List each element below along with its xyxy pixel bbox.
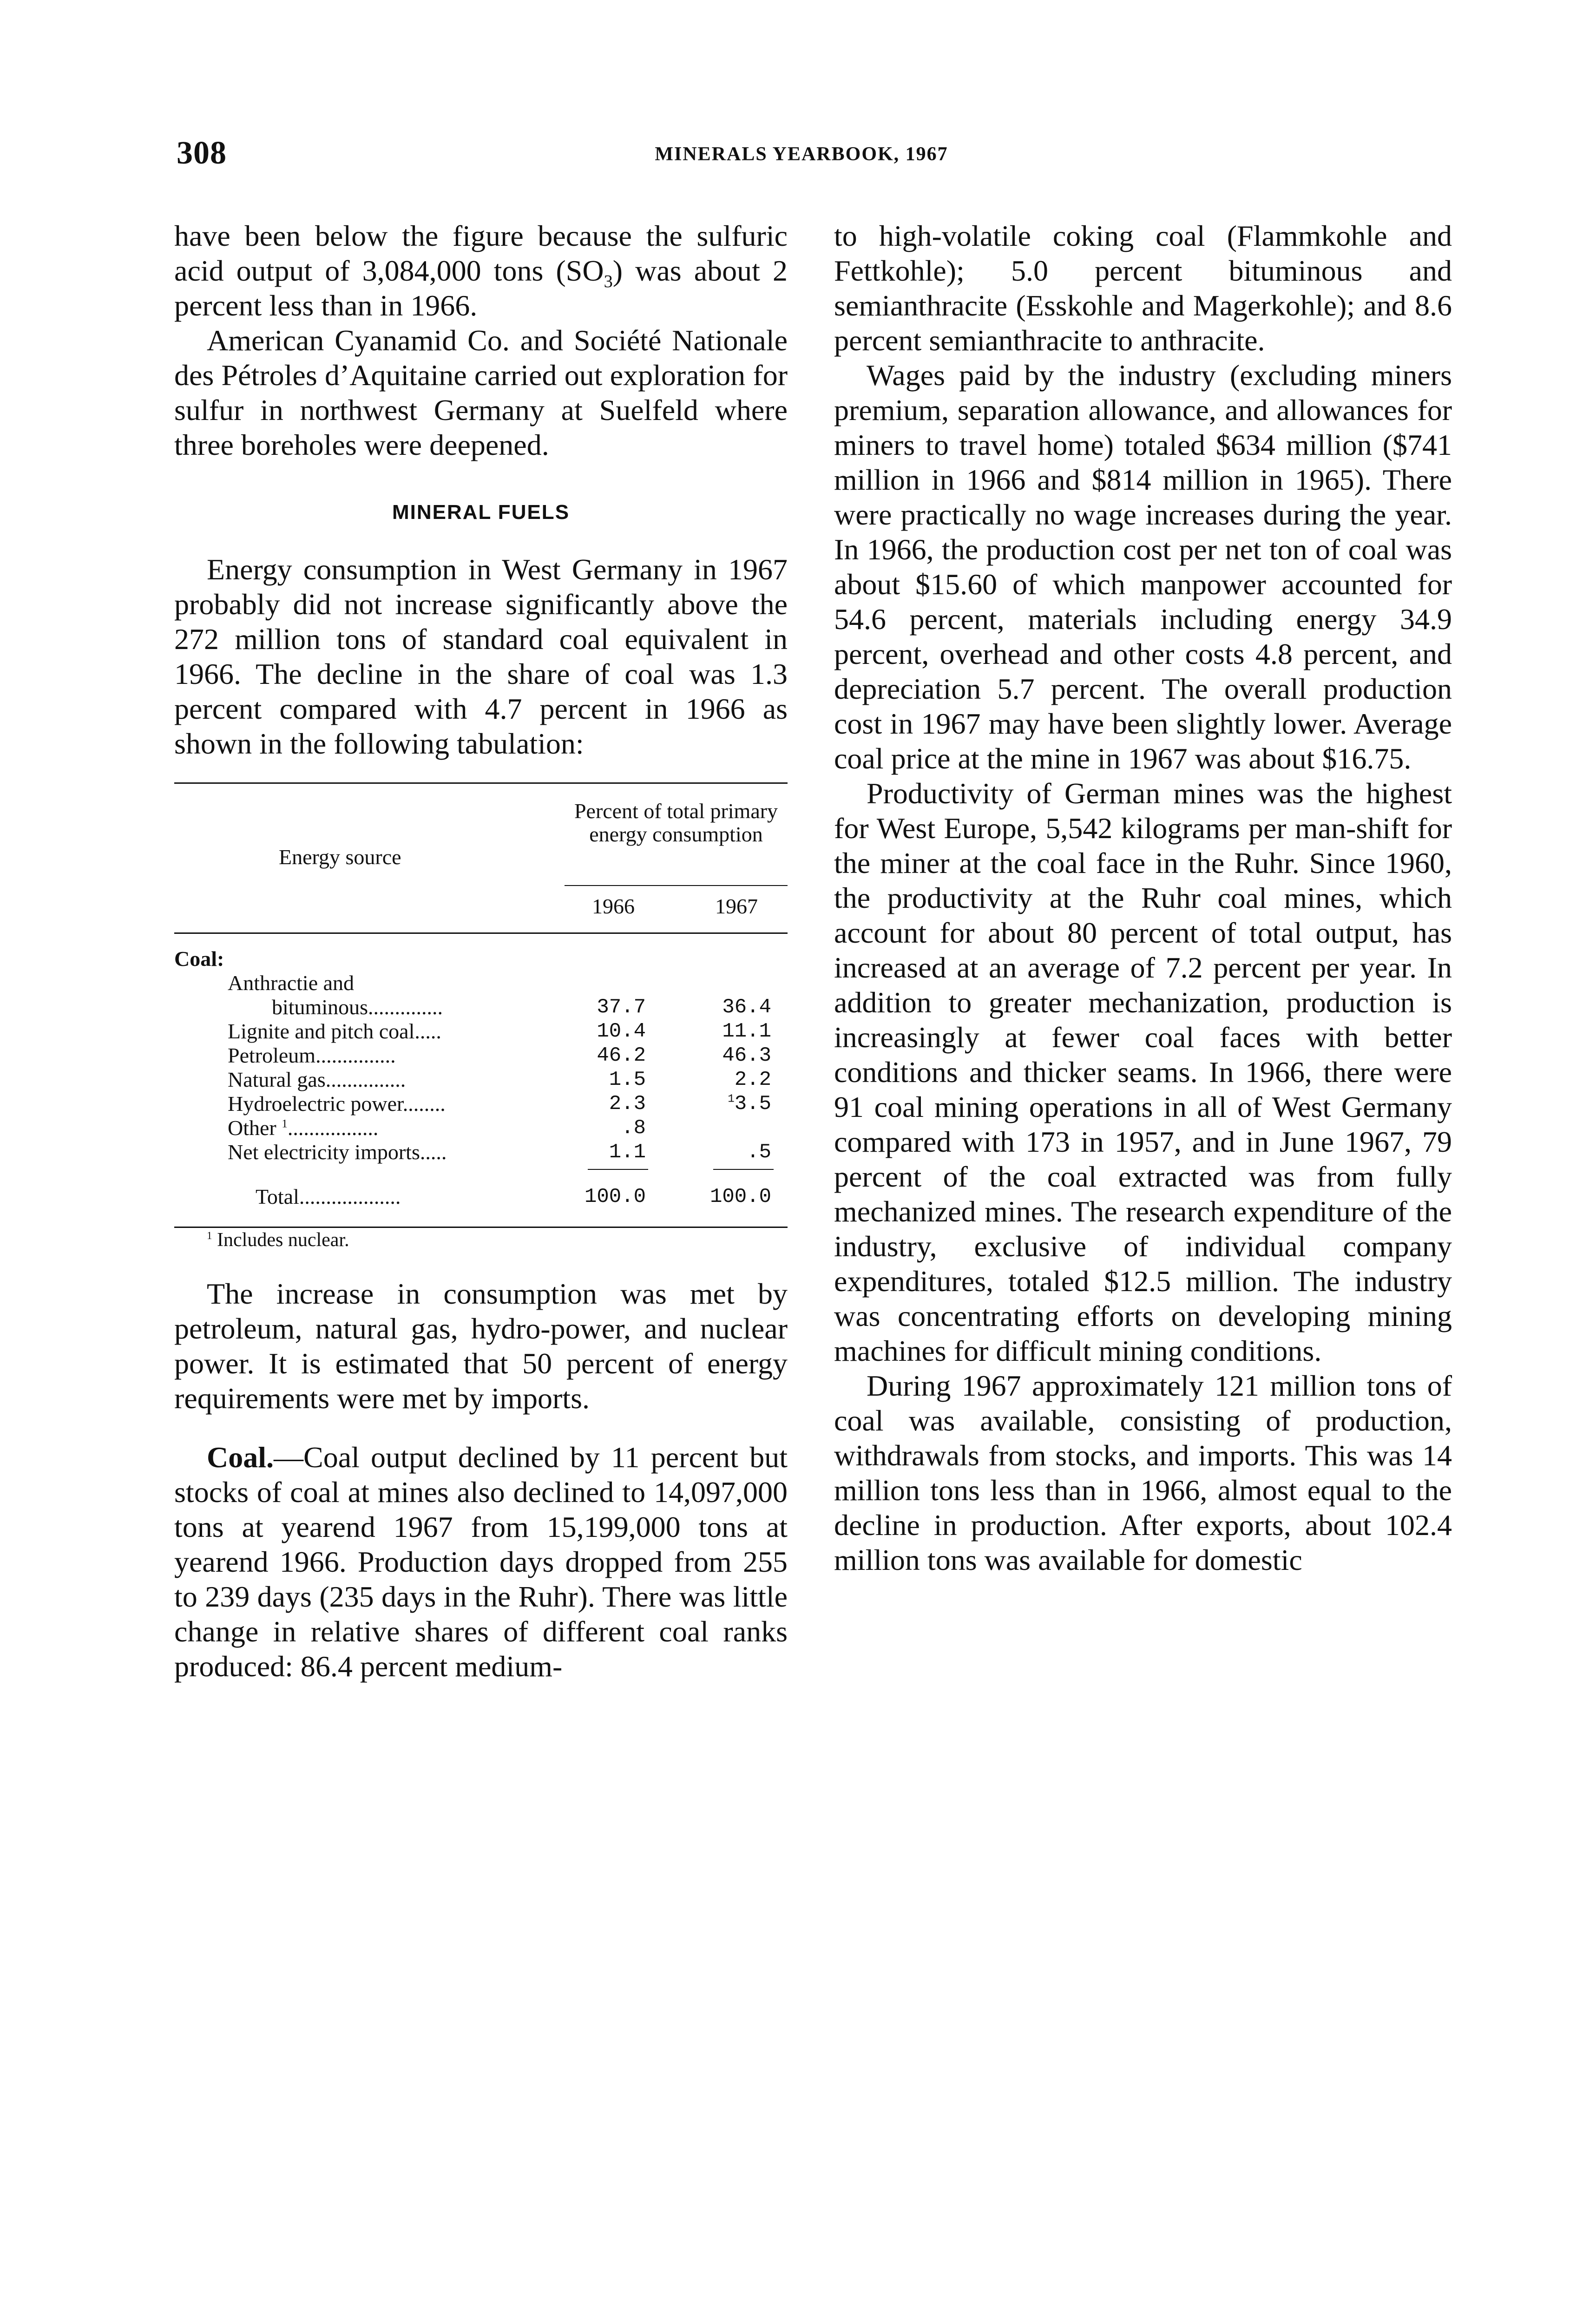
cell-1967: .5: [747, 1141, 771, 1164]
row-label: Hydroelectric power........: [228, 1092, 446, 1116]
paragraph-wages: Wages paid by the industry (excluding miners premium, separation allowance, and allowances for miners to travel home) totaled $634 million ($741 million in 1966 and $814 million in 1965). There were practically no wage increases during the year. In 1966, the production cost per net ton of coal was about $15.60 of which manpower accounted for 54.6 percent, materials including energy 34.9 percent, overhead and other costs 4.8 percent, and depreciation 5.7 percent. The overall production cost in 1967 may have been slightly lower. Average coal price at the mine in 1967 was about $16.75.: [834, 359, 1452, 775]
footnote-ref: 1: [282, 1117, 288, 1130]
row-label: Coal:: [174, 947, 224, 971]
paragraph-coal-ranks: to high-volatile coking coal (Flammkohle and Fettkohle); 5.0 percent bituminous and semianthracite (Esskohle and Magerkohle); and 8.6 percent semianthracite to anthracite.: [834, 219, 1452, 357]
cell-1967: 2.2: [734, 1068, 771, 1091]
table-row: [174, 1140, 788, 1164]
paragraph-consumption-increase: The increase in consumption was met by petroleum, natural gas, hydro-power, and nuclear power. It is estimated that 50 percent of energy requirements were met by imports.: [174, 1277, 788, 1415]
table-row: [174, 971, 788, 995]
running-title: MINERALS YEARBOOK, 1967: [655, 144, 948, 165]
paragraph-sulfuric-acid: have been below the figure because the sulfuric acid output of 3,084,000 tons $(SO_3)$ was about 2 percent less than in 1966.: [174, 219, 788, 322]
table-row-group: [174, 947, 788, 971]
cell-1967: 11.1: [722, 1020, 771, 1043]
paragraph-energy-consumption: Energy consumption in West Germany in 1967 probably did not increase significantly above the 272 million tons of standard coal equivalent in 1966. The decline in the share of coal was 1.3 percent compared with 4.7 percent in 1966 as shown in the following tabulation:: [174, 553, 788, 760]
column-header-energy-source: Energy source: [279, 845, 401, 869]
table-row: [174, 1043, 788, 1068]
column-header-1967: 1967: [715, 894, 758, 918]
table-row: [174, 1068, 788, 1092]
section-heading-mineral-fuels: MINERAL FUELS: [392, 501, 570, 524]
table-row: [174, 1019, 788, 1043]
row-label: Net electricity imports.....: [228, 1140, 447, 1164]
energy-source-table: [174, 782, 788, 1252]
cell-1966: 1.1: [609, 1141, 646, 1164]
total-rule-1967: [713, 1169, 774, 1170]
table-header: [174, 784, 788, 932]
row-label: Lignite and pitch coal.....: [228, 1019, 441, 1043]
paragraph-productivity: Productivity of German mines was the highest for West Europe, 5,542 kilograms per man-shift for the miner at the coal face in the Ruhr. Since 1960, the productivity at the Ruhr coal mines, which account for about 80 percent of total output, has increased at an average of 7.2 percent per year. In addition to greater mechanization, production is increasingly at fewer coal faces with better conditions and thicker seams. In 1966, there were 91 coal mining operations in all of West Germany compared with 173 in 1957, and in June 1967, 79 percent of the coal extracted was from fully mechanized mines. The research expenditure of the industry, exclusive of individual company expenditures, totaled $12.5 million. The industry was concentrating efforts on developing mining machines for difficult mining conditions.: [834, 777, 1452, 1367]
total-rule-1966: [588, 1169, 648, 1170]
table-body: [174, 934, 788, 1209]
row-label: Natural gas...............: [228, 1068, 406, 1091]
run-in-heading-coal: Coal.: [207, 1441, 274, 1474]
cell-1966: 100.0: [584, 1185, 646, 1208]
row-label: Anthractie and: [228, 971, 355, 995]
row-label: Petroleum...............: [228, 1043, 396, 1067]
cell-1967: 46.3: [722, 1044, 771, 1067]
cell-1967: $^1$3.5: [728, 1092, 771, 1116]
table-row: [174, 1092, 788, 1116]
right-column: [834, 218, 1452, 1577]
header-span-rule: [565, 885, 788, 886]
column-header-percent: Percent of total primary energy consumption: [574, 799, 778, 846]
row-label: bituminous..............: [272, 995, 443, 1019]
cell-1966: 46.2: [597, 1044, 646, 1067]
row-label: Other $^1$.................: [228, 1116, 379, 1140]
page-number: 308: [177, 135, 227, 171]
paragraph-exploration: American Cyanamid Co. and Société Nationale des Pétroles d’Aquitaine carried out exploration for sulfur in northwest Germany at Suelfeld where three boreholes were deepened.: [174, 324, 788, 461]
cell-1966: .8: [621, 1116, 646, 1140]
cell-1966: 10.4: [597, 1020, 646, 1043]
cell-1966: 2.3: [609, 1092, 646, 1116]
left-column: [174, 218, 788, 1684]
paragraph-coal: Coal.—Coal output declined by 11 percent but stocks of coal at mines also declined to 14,097,000 tons at yearend 1967 from 15,199,000 tons at yearend 1966. Production days dropped from 255 to 239 days (235 days in the Ruhr). There was little change in relative shares of different coal ranks produced: 86.4 percent medium-: [174, 1441, 788, 1683]
cell-1966: 37.7: [597, 996, 646, 1019]
total-rules: [174, 1164, 788, 1174]
paragraph-availability: During 1967 approximately 121 million tons of coal was available, consisting of production, withdrawals from stocks, and imports. This was 14 million tons less than in 1966, almost equal to the decline in production. After exports, about 102.4 million tons was available for domestic: [834, 1369, 1452, 1576]
table-row-total: [174, 1185, 788, 1209]
cell-1967: 100.0: [709, 1185, 771, 1208]
page-header: [177, 135, 1426, 181]
table-row: [174, 1116, 788, 1140]
table-footnote: $^1$ Includes nuclear.: [207, 1229, 349, 1251]
column-header-1966: 1966: [592, 894, 635, 918]
table-row: [174, 995, 788, 1019]
footnote-ref: 1: [728, 1093, 735, 1106]
cell-1967: 36.4: [722, 996, 771, 1019]
cell-1966: 1.5: [609, 1068, 646, 1091]
row-label: Total...................: [256, 1185, 401, 1208]
